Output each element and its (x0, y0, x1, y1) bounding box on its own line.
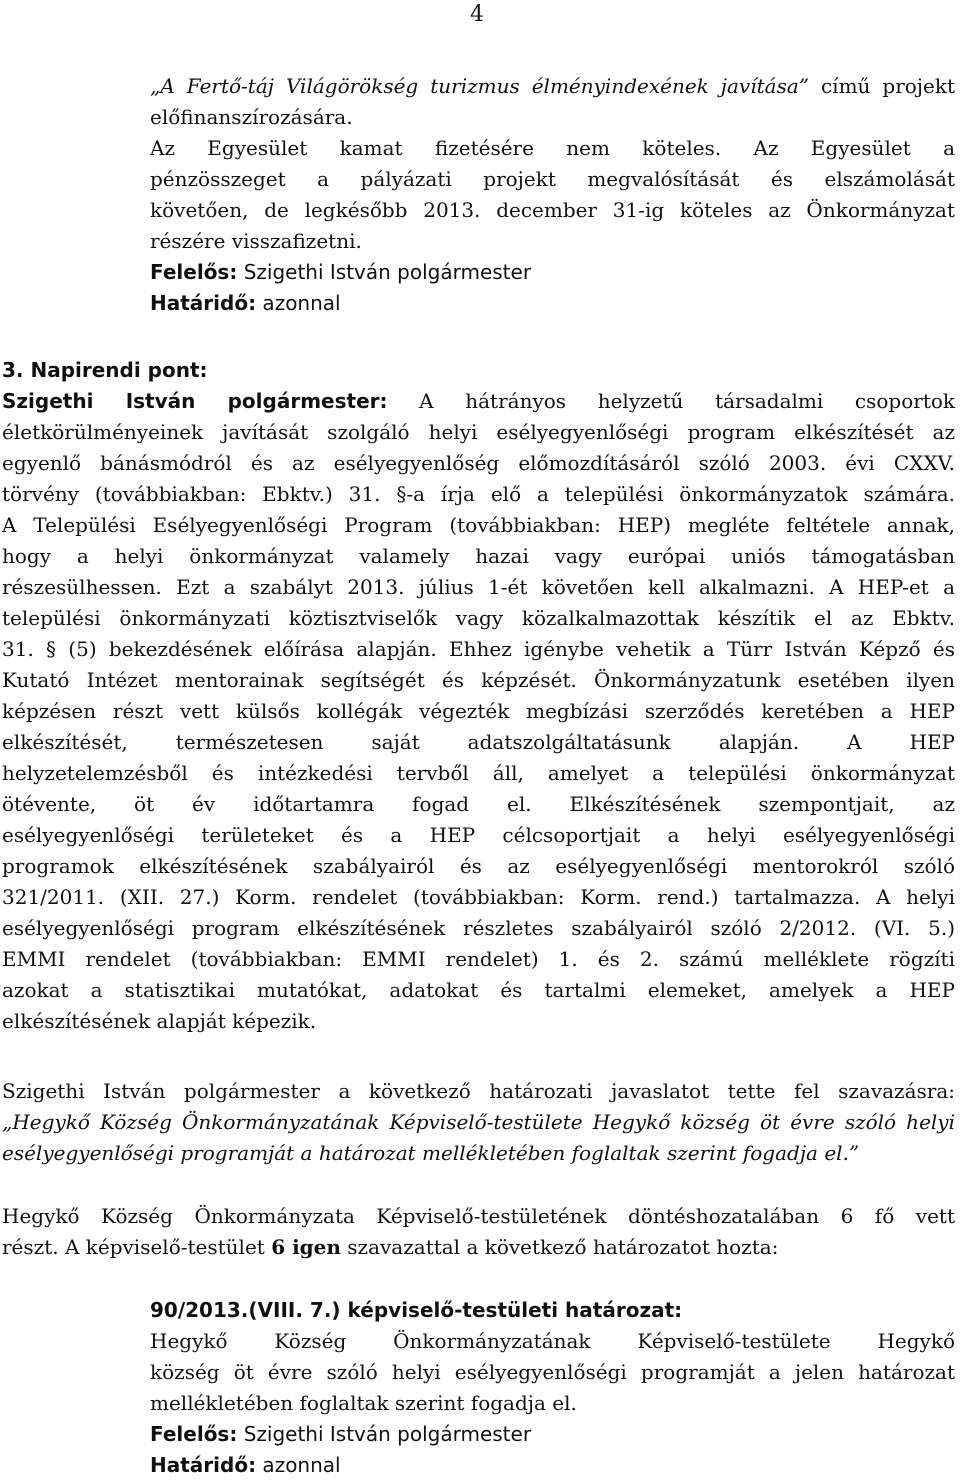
text-line: esélyegyenlőségi program elkészítésének részletes szabályairól szóló 2/2012. (VI. 5.) (2, 916, 955, 940)
text-line: törvény (továbbiakban: Ebktv.) 31. §-a írja elő a települési önkormányzatok számára. (2, 482, 955, 506)
deadline-line: Határidő: azonnal (150, 1453, 341, 1477)
text-line: Szigethi István polgármester: A hátrányos helyzetű társadalmi csoportok (2, 389, 956, 413)
text-line: „Hegykő Község Önkormányzatának Képviselő-testülete Hegykő község öt évre szóló helyi (2, 1110, 955, 1134)
responsible-line: Felelős: Szigethi István polgármester (150, 260, 532, 284)
text-line: Hegykő Község Önkormányzata Képviselő-testületének döntéshozatalában 6 fő vett (2, 1204, 955, 1228)
project-title: „A Fertő-táj Világörökség turizmus élményindexének javítása” (150, 74, 809, 98)
resolution-block (0, 1295, 960, 1481)
text-line: Szigethi István polgármester a következő határozati javaslatot tette fel szavazásra: (2, 1079, 955, 1103)
text-line: helyzetelemzésből és intézkedési tervből áll, amelyet a települési önkormányzat (2, 761, 955, 785)
vote-paragraph (0, 1201, 960, 1263)
text-line: község öt évre szóló helyi esélyegyenlőségi programját a jelen határozat (150, 1360, 955, 1384)
text-line: Az Egyesület kamat fizetésére nem köteles. Az Egyesület a (150, 136, 955, 160)
proposal-paragraph (0, 1076, 960, 1169)
text-line: pénzösszeget a pályázati projekt megvalósítását és elszámolását (150, 167, 955, 191)
text-line: képzésen részt vett külsős kollégák végezték megbízási szerződés keretében a HEP (2, 699, 955, 723)
text-line: programok elkészítésének szabályairól és az esélyegyenlőségi mentorokról szóló (2, 854, 955, 878)
responsible-line: Felelős: Szigethi István polgármester (150, 1422, 532, 1446)
text-line: EMMI rendelet (továbbiakban: EMMI rendelet) 1. és 2. számú melléklete rögzíti (2, 947, 955, 971)
text-line: ötévente, öt év időtartamra fogad el. Elkészítésének szempontjait, az (2, 792, 955, 816)
vote-count: 6 igen (271, 1235, 341, 1259)
text-line: elkészítésének alapját képezik. (2, 1009, 317, 1033)
text-line: „A Fertő-táj Világörökség turizmus élményindexének javítása” című projekt (150, 74, 955, 98)
text-line: azokat a statisztikai mutatókat, adatokat és tartalmi elemeket, amelyek a HEP (2, 978, 955, 1002)
text-line: mellékletében foglaltak szerint fogadja el. (150, 1391, 577, 1415)
text-line: részesülhessen. Ezt a szabályt 2013. július 1-ét követően kell alkalmazni. A HEP-et a (2, 575, 955, 599)
text-line: követően, de legkésőbb 2013. december 31-ig köteles az Önkormányzat (150, 198, 955, 222)
text-line: 321/2011. (XII. 27.) Korm. rendelet (továbbiakban: Korm. rend.) tartalmazza. A helyi (2, 885, 955, 909)
text-line: elkészítését, természetesen saját adatszolgáltatásunk alapján. A HEP (2, 730, 955, 754)
agenda-item-3 (0, 355, 960, 1037)
text-line: települési önkormányzati köztisztviselők vagy közalkalmazottak készítik el az Ebktv. (2, 606, 955, 630)
text-line: 31. § (5) bekezdésének előírása alapján. Ehhez igénybe vehetik a Türr István Képző és (2, 637, 955, 661)
text-line: részére visszafizetni. (150, 229, 362, 253)
agenda-heading: 3. Napirendi pont: (2, 358, 208, 382)
text-line: Kutató Intézet mentorainak segítségét és képzését. Önkormányzatunk esetében ilyen (2, 668, 955, 692)
text-line: részt. A képviselő-testület 6 igen szavazattal a következő határozatot hozta: (2, 1235, 779, 1259)
text-line: esélyegyenlőségi programját a határozat mellékletében foglaltak szerint fogadja el.” (2, 1141, 860, 1165)
deadline-line: Határidő: azonnal (150, 291, 341, 315)
previous-resolution-continuation (0, 71, 960, 319)
text-line: Hegykő Község Önkormányzatának Képviselő-testülete Hegykő (150, 1329, 955, 1353)
text-line: A Települési Esélyegyenlőségi Program (továbbiakban: HEP) megléte feltétele annak, (2, 513, 955, 537)
speaker-label: Szigethi István polgármester: (2, 389, 388, 413)
text-line: életkörülményeinek javítását szolgáló helyi esélyegyenlőségi program elkészítését az (2, 420, 955, 444)
resolution-title: 90/2013.(VIII. 7.) képviselő-testületi határozat: (150, 1298, 683, 1322)
text-line: esélyegyenlőségi területeket és a HEP célcsoportjait a helyi esélyegyenlőségi (2, 823, 955, 847)
page-number: 4 (470, 2, 484, 27)
text-line: egyenlő bánásmódról és az esélyegyenlőség előmozdításáról szóló 2003. évi CXXV. (2, 451, 955, 475)
text-line: előfinanszírozására. (150, 105, 353, 129)
text-line: hogy a helyi önkormányzat valamely hazai vagy európai uniós támogatásban (2, 544, 955, 568)
